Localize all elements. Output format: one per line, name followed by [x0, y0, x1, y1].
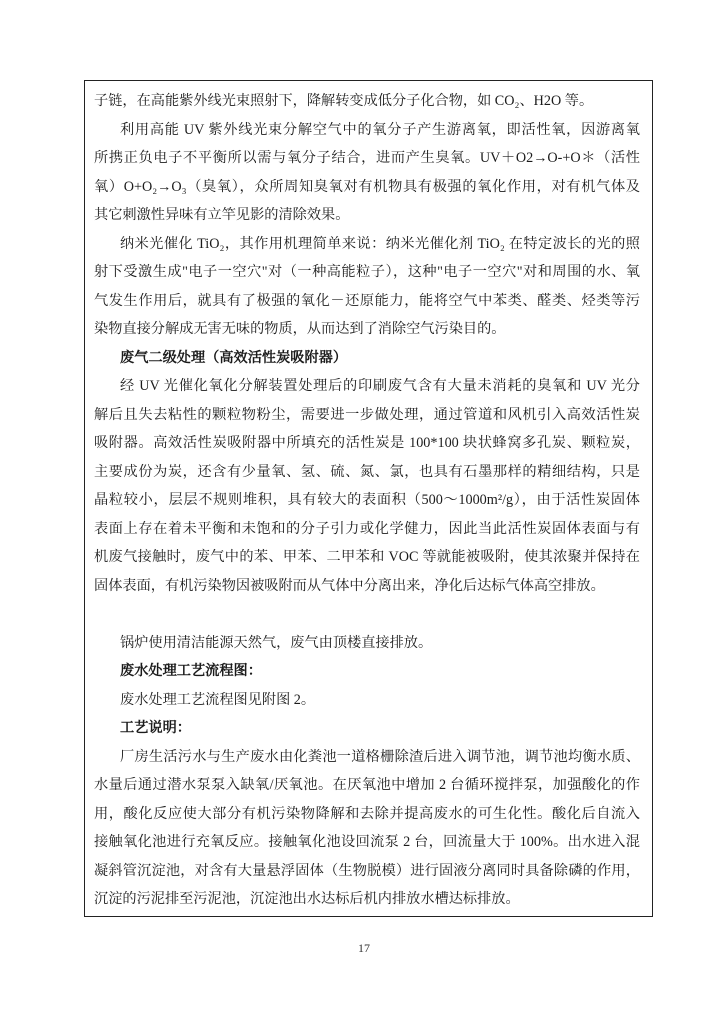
paragraph-boiler: 锅炉使用清洁能源天然气，废气由顶楼直接排放。 — [120, 634, 433, 651]
paragraph-line: 晶粒较小，层层不规则堆积，具有较大的表面积（500～1000m²/g），由于活性炭固体 — [94, 492, 640, 508]
paragraph-flow-reference: 废水处理工艺流程图见附图 2。 — [120, 691, 316, 708]
content-frame — [84, 80, 653, 917]
paragraph-line: 接触氧化池进行充氧反应。接触氧化池设回流泵 2 台，回流量大于 100%。出水进入混 — [94, 834, 640, 850]
paragraph-line: 厂房生活污水与生产废水由化粪池一道格栅除渣后进入调节池，调节池均衡水质、 — [120, 748, 640, 765]
paragraph-tio2 — [94, 230, 640, 344]
paragraph-activated-carbon — [94, 372, 640, 600]
paragraph-line: 主要成份为炭，还含有少量氧、氢、硫、氮、氯，也具有石墨那样的精细结构，只是 — [94, 463, 640, 480]
paragraph-line: 染物直接分解成无害无味的物质，从而达到了消除空气污染目的。 — [94, 321, 506, 337]
paragraph-line: 经 UV 光催化氧化分解装置处理后的印刷废气含有大量未消耗的臭氧和 UV 光分 — [120, 378, 640, 394]
section-heading-wastewater-flow: 废水处理工艺流程图： — [120, 663, 262, 679]
paragraph-line: 沉淀的污泥排至污泥池，沉淀池出水达标后机内排放水槽达标排放。 — [94, 891, 520, 907]
paragraph-line: 用，酸化反应使大部分有机污染物降解和去除并提高废水的可生化性。酸化后自流入 — [94, 805, 640, 822]
paragraph-line: 凝斜管沉淀池，对含有大量悬浮固体（生物脱模）进行固液分离同时具备除磷的作用， — [94, 862, 640, 879]
paragraph-line: 射下受激生成"电子一空穴"对（一种高能粒子），这种"电子一空穴"对和周围的水、氧 — [94, 264, 640, 280]
paragraph-line: 利用高能 UV 紫外线光束分解空气中的氧分子产生游离氧，即活性氧，因游离氧 — [120, 121, 640, 138]
paragraph-line: 水量后通过潜水泵泵入缺氧/厌氧池。在厌氧池中增加 2 台循环搅拌泵，加强酸化的作 — [94, 777, 640, 793]
paragraph-line: 解后且失去粘性的颗粒物粉尘，需要进一步做处理，通过管道和风机引入高效活性炭 — [94, 406, 640, 423]
paragraph-line: 气发生作用后，就具有了极强的氧化－还原能力，能将空气中苯类、醛类、烃类等污 — [94, 292, 640, 309]
paragraph-uv-continuation — [94, 87, 640, 116]
paragraph-line: 氧）O+O₂→O₃（臭氧），众所周知臭氧对有机物具有极强的氧化作用，对有机气体及 — [94, 178, 640, 195]
paragraph-uv-ozone — [94, 116, 640, 230]
paragraph-process — [94, 743, 640, 914]
paragraph-line: 固体表面，有机污染物因被吸附而从气体中分离出来，净化后达标气体高空排放。 — [94, 577, 605, 594]
blank-line — [94, 600, 640, 629]
paragraph-line: 其它刺激性异味有立竿见影的清除效果。 — [94, 207, 350, 223]
paragraph-line: 子链，在高能紫外线光束照射下，降解转变成低分子化合物，如 CO₂、H2O 等。 — [94, 93, 594, 109]
section-heading-secondary-treatment: 废气二级处理（高效活性炭吸附器） — [120, 349, 348, 366]
page-number: 17 — [358, 941, 370, 955]
paragraph-line: 表面上存在着未平衡和未饱和的分子引力或化学健力，因此当此活性炭固体表面与有 — [94, 520, 640, 537]
paragraph-line: 机废气接触时，废气中的苯、甲苯、二甲苯和 VOC 等就能被吸附，使其浓聚并保持在 — [94, 549, 640, 565]
paragraph-line: 纳米光催化 TiO₂，其作用机理简单来说：纳米光催化剂 TiO₂ 在特定波长的光的照 — [120, 235, 640, 252]
section-heading-process-description: 工艺说明： — [120, 720, 191, 736]
paragraph-line: 吸附器。高效活性炭吸附器中所填充的活性炭是 100*100 块状蜂窝多孔炭、颗粒炭， — [94, 435, 640, 451]
paragraph-line: 所携正负电子不平衡所以需与氧分子结合，进而产生臭氧。UV＋O2→O-+O＊（活性 — [94, 150, 640, 166]
